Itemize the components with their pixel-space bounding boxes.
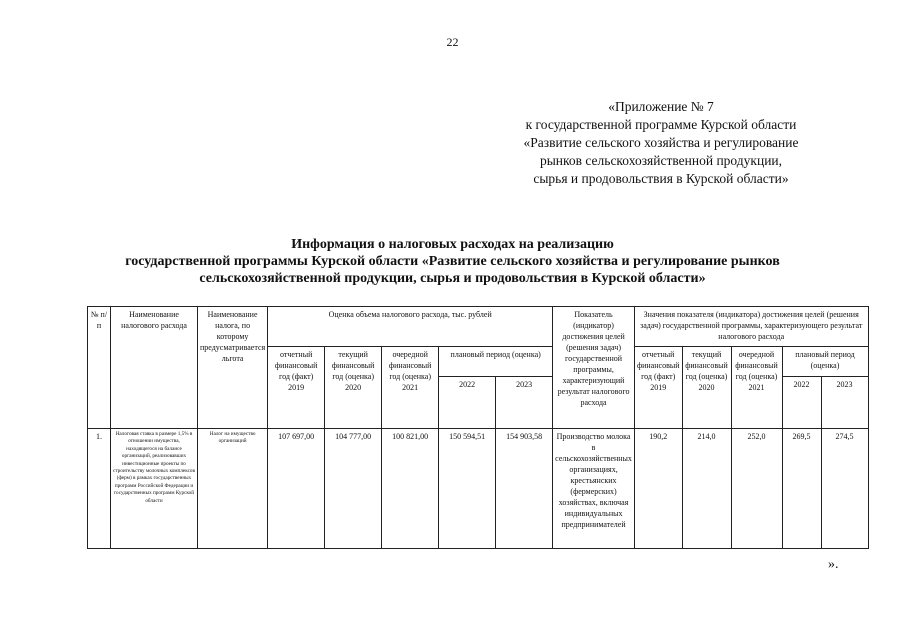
row-estimate-2021: 100 821,00: [382, 429, 439, 549]
header-year-2022: 2022: [439, 377, 496, 429]
row-estimate-2019: 107 697,00: [268, 429, 325, 549]
table-row: [88, 429, 869, 549]
appendix-line: к государственной программе Курской области: [525, 117, 797, 132]
header-year: 2021: [748, 383, 765, 392]
header-reported-label: отчетный финансовый год (факт): [274, 350, 318, 381]
tax-expense-table: [87, 306, 869, 549]
header-current-label: текущий финансовый год (оценка): [331, 350, 375, 381]
header-current-label: текущий финансовый год (оценка): [685, 350, 728, 381]
appendix-header: [496, 98, 826, 188]
header-indicator-planned-period: плановый период (оценка): [782, 347, 868, 377]
row-indicator: Производство молока в сельскохозяйственных организациях, крестьянских (фермерских) хозяйствах, включая индивидуальных предпринимателей: [553, 429, 635, 549]
row-tax-name: Налог на имущество организаций: [198, 429, 268, 549]
row-num: 1.: [88, 429, 111, 549]
title-line: Информация о налоговых расходах на реализацию: [291, 237, 614, 252]
header-indicator-reported: [634, 347, 682, 429]
header-next-label: очередной финансовый год (оценка): [388, 350, 432, 381]
row-estimate-2023: 154 903,58: [496, 429, 553, 549]
appendix-line: «Приложение № 7: [608, 99, 714, 114]
row-value-2023: 274,5: [821, 429, 868, 549]
row-value-2019: 190,2: [634, 429, 682, 549]
header-indicator-current: [682, 347, 731, 429]
header-num: № п/п: [88, 307, 111, 429]
title-line: государственной программы Курской области «Развитие сельского хозяйства и регулирование рынков: [125, 254, 780, 269]
row-value-2020: 214,0: [682, 429, 731, 549]
appendix-line: сырья и продовольствия в Курской области»: [533, 171, 789, 186]
row-value-2021: 252,0: [731, 429, 782, 549]
appendix-line: рынков сельскохозяйственной продукции,: [539, 153, 783, 168]
header-next-year: [382, 347, 439, 429]
page-number: 22: [446, 35, 459, 49]
header-estimate-group: Оценка объема налогового расхода, тыс. рублей: [268, 307, 553, 347]
row-estimate-2022: 150 594,51: [439, 429, 496, 549]
header-indicator-values-group: Значения показателя (индикатора) достижения целей (решения задач) государственной программы, характеризующего результат налогового расхода: [634, 307, 868, 347]
header-year: 2020: [345, 383, 362, 392]
header-tax-name: Наименование налога, по которому предусматривается льгота: [198, 307, 268, 429]
row-expense-name: Налоговая ставка в размере 1,5% в отношении имущества, находящегося на балансе организаций, реализовавших инвестиционные проекты по строительству молочных комплексов (ферм) в рамках государственных программ Российской Федерации и государственных программ Курской области: [111, 429, 198, 549]
header-current-year: [325, 347, 382, 429]
header-planned-period: плановый период (оценка): [439, 347, 553, 377]
header-year-2023: 2023: [496, 377, 553, 429]
title-line: сельскохозяйственной продукции, сырья и продовольствия в Курской области»: [199, 271, 706, 286]
header-indicator: Показатель (индикатор) достижения целей (решения задач) государственной программы, характеризующий результат налогового расхода: [553, 307, 635, 429]
header-year: 2021: [402, 383, 419, 392]
header-indicator-year-2022: 2022: [782, 377, 821, 429]
header-reported-label: отчетный финансовый год (факт): [636, 350, 680, 381]
row-value-2022: 269,5: [782, 429, 821, 549]
header-next-label: очередной финансовый год (оценка): [735, 350, 778, 381]
appendix-line: «Развитие сельского хозяйства и регулирование: [523, 135, 799, 150]
header-reported-year: [268, 347, 325, 429]
closing-quote: ».: [828, 557, 839, 572]
header-year: 2019: [288, 383, 305, 392]
header-year: 2019: [650, 383, 667, 392]
header-indicator-year-2023: 2023: [821, 377, 868, 429]
row-estimate-2020: 104 777,00: [325, 429, 382, 549]
header-expense-name: Наименование налогового расхода: [111, 307, 198, 429]
header-year: 2020: [698, 383, 715, 392]
header-indicator-next: [731, 347, 782, 429]
document-title: [60, 236, 845, 287]
